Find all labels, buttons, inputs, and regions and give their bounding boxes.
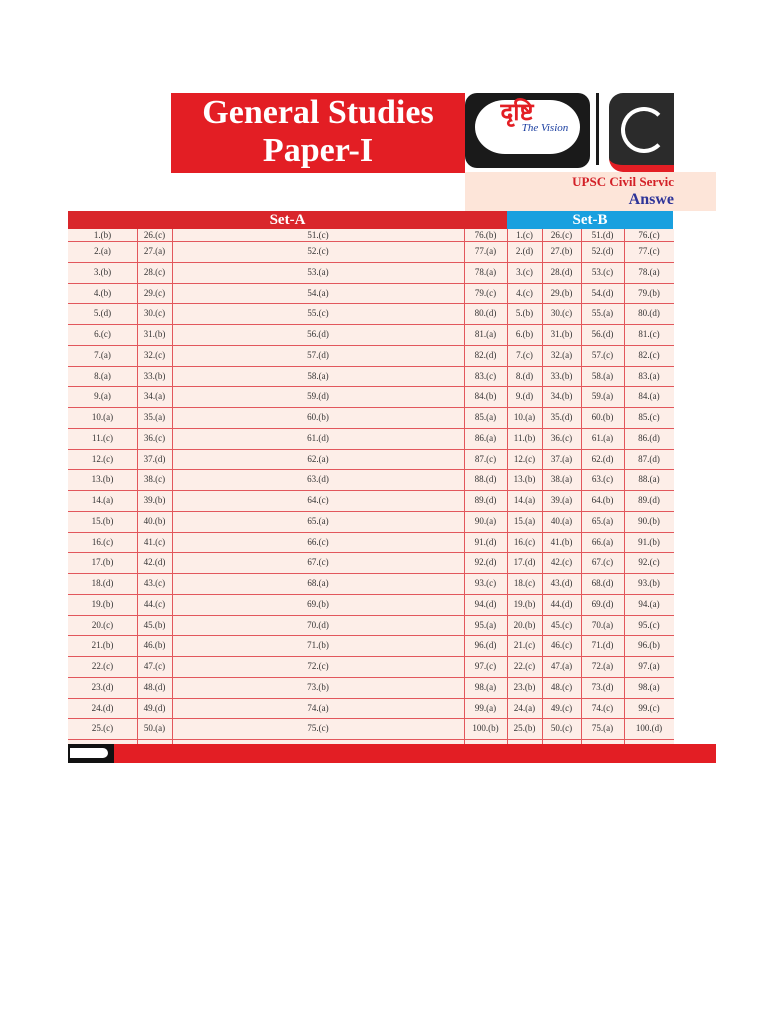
set-b-answer-cell: 91.(b)	[638, 537, 660, 547]
set-b-answer-cell: 69.(d)	[591, 599, 614, 609]
set-b-answer-cell: 82.(c)	[638, 350, 660, 360]
set-b-answer-cell: 58.(a)	[591, 371, 614, 381]
set-b-answer-cell: 77.(c)	[638, 246, 660, 256]
set-b-answer-cell: 100.(d)	[635, 723, 663, 733]
set-a-answer-cell: 49.(d)	[143, 703, 166, 713]
set-a-answer-cell: 12.(c)	[91, 454, 114, 464]
set-b-answer-cell: 24.(a)	[513, 703, 536, 713]
set-a-answer-cell: 15.(b)	[91, 516, 114, 526]
set-a-answer-cell: 79.(c)	[474, 288, 497, 298]
title-line-1: General Studies	[202, 94, 434, 131]
set-a-answer-cell: 45.(b)	[143, 620, 166, 630]
set-a-answer-cell: 52.(c)	[307, 246, 329, 256]
set-b-answer-cell: 18.(c)	[513, 578, 536, 588]
set-b-answer-cell: 78.(a)	[638, 267, 660, 277]
set-a-answer-cell: 2.(a)	[94, 246, 111, 256]
set-b-answer-cell: 64.(b)	[591, 495, 614, 505]
set-b-answer-cell: 32.(a)	[550, 350, 573, 360]
set-a-answer-cell: 82.(d)	[474, 350, 497, 360]
set-b-answer-cell: 38.(a)	[550, 474, 573, 484]
set-b-answer-cell: 86.(d)	[638, 433, 660, 443]
set-a-answer-cell: 30.(c)	[143, 308, 166, 318]
set-a-answer-cell: 23.(d)	[91, 682, 114, 692]
set-b-answer-cell: 99.(c)	[638, 703, 660, 713]
set-a-answer-cell: 75.(c)	[307, 723, 329, 733]
set-a-answer-cell: 80.(d)	[474, 308, 497, 318]
set-a-answer-cell: 90.(a)	[474, 516, 497, 526]
set-b-answer-cell: 13.(b)	[513, 474, 536, 484]
set-a-answer-cell: 19.(b)	[91, 599, 114, 609]
set-b-answer-cell: 73.(d)	[591, 682, 614, 692]
set-a-answer-cell: 55.(c)	[307, 308, 329, 318]
set-b-answer-cell: 14.(a)	[513, 495, 536, 505]
set-b-answer-cell: 47.(a)	[550, 661, 573, 671]
set-b-answer-cell: 56.(d)	[591, 329, 614, 339]
set-b-answer-cell: 25.(b)	[513, 723, 536, 733]
set-b-answer-cell: 43.(d)	[550, 578, 573, 588]
set-a-answer-cell: 16.(c)	[91, 537, 114, 547]
set-b-answer-cell: 28.(d)	[550, 267, 573, 277]
set-b-answer-cell: 34.(b)	[550, 391, 573, 401]
set-b-answer-cell: 92.(c)	[638, 557, 660, 567]
set-a-answer-cell: 73.(b)	[307, 682, 329, 692]
set-a-answer-cell: 10.(a)	[91, 412, 114, 422]
logo-hindi-text: दृष्टि	[500, 98, 534, 126]
set-b-answer-cell: 3.(c)	[516, 267, 533, 277]
set-b-answer-cell: 52.(d)	[591, 246, 614, 256]
set-a-answer-cell: 27.(a)	[143, 246, 166, 256]
set-b-answer-cell: 44.(d)	[550, 599, 573, 609]
set-a-answer-cell: 56.(d)	[307, 329, 329, 339]
set-a-answer-cell: 48.(d)	[143, 682, 166, 692]
set-a-answer-cell: 99.(a)	[474, 703, 497, 713]
set-a-answer-cell: 29.(c)	[143, 288, 166, 298]
set-a-answer-cell: 8.(a)	[94, 371, 111, 381]
set-b-answer-cell: 71.(d)	[591, 640, 614, 650]
set-a-answer-cell: 77.(a)	[474, 246, 497, 256]
logo-divider	[596, 93, 599, 165]
set-b-answer-cell: 83.(a)	[638, 371, 660, 381]
set-a-answer-cell: 7.(a)	[94, 350, 111, 360]
set-a-answer-cell: 18.(d)	[91, 578, 114, 588]
set-a-answer-cell: 50.(a)	[143, 723, 166, 733]
secondary-logo	[609, 93, 674, 172]
set-b-answer-cell: 21.(c)	[513, 640, 536, 650]
set-a-answer-cell: 96.(d)	[474, 640, 497, 650]
page-title	[171, 93, 465, 173]
set-a-answer-cell: 58.(a)	[307, 371, 329, 381]
set-b-answer-cell: 4.(c)	[516, 288, 533, 298]
set-b-answer-cell: 75.(a)	[591, 723, 614, 733]
set-a-answer-cell: 74.(a)	[307, 703, 329, 713]
set-a-answer-cell: 97.(c)	[474, 661, 497, 671]
set-b-answer-cell: 11.(b)	[513, 433, 536, 443]
set-b-answer-cell: 29.(b)	[550, 288, 573, 298]
set-a-answer-cell: 91.(d)	[474, 537, 497, 547]
set-a-answer-cell: 83.(c)	[474, 371, 497, 381]
set-a-answer-cell: 93.(c)	[474, 578, 497, 588]
set-b-answer-cell: 27.(b)	[550, 246, 573, 256]
set-a-answer-cell: 69.(b)	[307, 599, 329, 609]
set-a-answer-cell: 36.(c)	[143, 433, 166, 443]
footer-logo	[68, 744, 114, 763]
set-b-answer-cell: 96.(b)	[638, 640, 660, 650]
set-a-answer-cell: 38.(c)	[143, 474, 166, 484]
set-b-answer-cell: 93.(b)	[638, 578, 660, 588]
set-b-answer-cell: 40.(a)	[550, 516, 573, 526]
set-b-answer-cell: 1.(c)	[516, 230, 533, 240]
set-a-answer-cell: 47.(c)	[143, 661, 166, 671]
set-a-answer-cell: 17.(b)	[91, 557, 114, 567]
set-a-answer-cell: 87.(c)	[474, 454, 497, 464]
set-a-answer-cell: 1.(b)	[93, 230, 112, 240]
set-b-answer-cell: 85.(c)	[638, 412, 660, 422]
set-a-answer-cell: 51.(c)	[307, 230, 329, 240]
set-a-answer-cell: 70.(d)	[307, 620, 329, 630]
set-a-answer-cell: 31.(b)	[143, 329, 166, 339]
set-a-answer-cell: 13.(b)	[91, 474, 114, 484]
set-b-answer-cell: 48.(c)	[550, 682, 573, 692]
set-b-answer-cell: 39.(a)	[550, 495, 573, 505]
set-a-answer-cell: 81.(a)	[474, 329, 497, 339]
set-a-answer-cell: 6.(c)	[94, 329, 111, 339]
exam-subtitle: UPSC Civil Servic	[572, 174, 674, 189]
set-a-answer-cell: 21.(b)	[91, 640, 114, 650]
set-b-answer-cell: 84.(a)	[638, 391, 660, 401]
set-b-answer-cell: 6.(b)	[515, 329, 534, 339]
set-b-answer-cell: 55.(a)	[591, 308, 614, 318]
set-b-answer-cell: 41.(b)	[550, 537, 573, 547]
set-b-answer-cell: 74.(c)	[591, 703, 614, 713]
set-a-answer-cell: 26.(c)	[143, 230, 166, 240]
set-b-answer-cell: 19.(b)	[513, 599, 536, 609]
title-line-2: Paper-I	[262, 132, 374, 169]
set-b-answer-cell: 81.(c)	[638, 329, 660, 339]
logo-band	[465, 93, 674, 173]
set-b-answer-cell: 26.(c)	[550, 230, 573, 240]
set-a-answer-cell: 43.(c)	[143, 578, 166, 588]
set-a-answer-cell: 33.(b)	[143, 371, 166, 381]
set-a-answer-cell: 24.(d)	[91, 703, 114, 713]
set-a-answer-cell: 68.(a)	[307, 578, 329, 588]
set-b-answer-cell: 49.(c)	[550, 703, 573, 713]
drishti-logo	[465, 93, 590, 168]
set-a-answer-cell: 25.(c)	[91, 723, 114, 733]
set-b-answer-cell: 95.(c)	[638, 620, 660, 630]
answer-subtitle: Answe	[628, 191, 674, 208]
set-a-answer-cell: 20.(c)	[91, 620, 114, 630]
set-b-answer-cell: 22.(c)	[513, 661, 536, 671]
set-a-answer-cell: 84.(b)	[474, 391, 497, 401]
set-b-answer-cell: 5.(b)	[515, 308, 534, 318]
answer-key-table	[68, 229, 674, 744]
set-a-answer-cell: 22.(c)	[91, 661, 114, 671]
set-b-answer-cell: 7.(c)	[516, 350, 533, 360]
set-a-answer-cell: 37.(d)	[143, 454, 166, 464]
set-b-answer-cell: 50.(c)	[550, 723, 573, 733]
set-a-answer-cell: 28.(c)	[143, 267, 166, 277]
set-a-answer-cell: 59.(d)	[307, 391, 329, 401]
set-a-header: Set-A	[68, 211, 507, 229]
set-a-answer-cell: 35.(a)	[143, 412, 166, 422]
set-a-answer-cell: 57.(d)	[307, 350, 329, 360]
set-b-answer-cell: 97.(a)	[638, 661, 660, 671]
set-a-answer-cell: 53.(a)	[307, 267, 329, 277]
set-b-answer-cell: 63.(c)	[591, 474, 614, 484]
set-b-answer-cell: 87.(d)	[638, 454, 660, 464]
set-b-answer-cell: 98.(a)	[638, 682, 660, 692]
set-a-answer-cell: 9.(a)	[94, 391, 111, 401]
set-b-answer-cell: 54.(d)	[591, 288, 614, 298]
set-b-answer-cell: 15.(a)	[513, 516, 536, 526]
set-b-answer-cell: 67.(c)	[591, 557, 614, 567]
set-b-answer-cell: 31.(b)	[550, 329, 573, 339]
set-a-answer-cell: 100.(b)	[472, 723, 499, 733]
set-b-answer-cell: 62.(d)	[591, 454, 614, 464]
set-a-answer-cell: 76.(b)	[474, 230, 497, 240]
set-b-answer-cell: 70.(a)	[591, 620, 614, 630]
set-b-answer-cell: 10.(a)	[513, 412, 536, 422]
set-b-answer-cell: 60.(b)	[591, 412, 614, 422]
set-b-answer-cell: 37.(a)	[550, 454, 573, 464]
set-a-answer-cell: 64.(c)	[307, 495, 329, 505]
set-a-answer-cell: 5.(d)	[93, 308, 112, 318]
set-a-answer-cell: 14.(a)	[91, 495, 114, 505]
set-b-answer-cell: 46.(c)	[550, 640, 573, 650]
set-b-answer-cell: 16.(c)	[513, 537, 536, 547]
set-a-answer-cell: 61.(d)	[307, 433, 329, 443]
set-b-answer-cell: 36.(c)	[550, 433, 573, 443]
set-b-answer-cell: 80.(d)	[638, 308, 660, 318]
set-b-answer-cell: 35.(d)	[550, 412, 573, 422]
set-a-answer-cell: 67.(c)	[307, 557, 329, 567]
set-b-answer-cell: 30.(c)	[550, 308, 573, 318]
set-a-answer-cell: 66.(c)	[307, 537, 329, 547]
set-a-answer-cell: 4.(b)	[93, 288, 112, 298]
set-a-answer-cell: 34.(a)	[143, 391, 166, 401]
set-b-answer-cell: 33.(b)	[550, 371, 573, 381]
set-b-answer-cell: 90.(b)	[638, 516, 660, 526]
set-b-answer-cell: 45.(c)	[550, 620, 573, 630]
subtitle-band	[465, 172, 716, 211]
set-b-answer-cell: 57.(c)	[591, 350, 614, 360]
set-a-answer-cell: 60.(b)	[307, 412, 329, 422]
set-b-answer-cell: 94.(a)	[638, 599, 660, 609]
set-a-answer-cell: 92.(d)	[474, 557, 497, 567]
set-b-answer-cell: 61.(a)	[591, 433, 614, 443]
set-a-answer-cell: 65.(a)	[307, 516, 329, 526]
set-a-answer-cell: 44.(c)	[143, 599, 166, 609]
logo-tagline: The Vision	[521, 122, 569, 134]
set-b-answer-cell: 42.(c)	[550, 557, 573, 567]
set-b-answer-cell: 76.(c)	[638, 230, 660, 240]
set-b-answer-cell: 66.(a)	[591, 537, 614, 547]
set-b-header: Set-B	[507, 211, 673, 229]
set-a-answer-cell: 86.(a)	[474, 433, 497, 443]
set-a-answer-cell: 98.(a)	[474, 682, 497, 692]
set-a-answer-cell: 89.(d)	[474, 495, 497, 505]
set-a-answer-cell: 71.(b)	[307, 640, 329, 650]
set-b-answer-cell: 79.(b)	[638, 288, 660, 298]
set-a-answer-cell: 85.(a)	[474, 412, 497, 422]
set-a-answer-cell: 11.(c)	[92, 433, 113, 443]
set-b-answer-cell: 88.(a)	[638, 474, 660, 484]
set-b-answer-cell: 65.(a)	[591, 516, 614, 526]
set-b-answer-cell: 59.(a)	[591, 391, 614, 401]
set-a-answer-cell: 3.(b)	[93, 267, 112, 277]
set-a-answer-cell: 62.(a)	[307, 454, 329, 464]
set-b-answer-cell: 68.(d)	[591, 578, 614, 588]
set-b-answer-cell: 20.(b)	[513, 620, 536, 630]
set-a-answer-cell: 32.(c)	[143, 350, 166, 360]
set-a-answer-cell: 46.(b)	[143, 640, 166, 650]
set-b-answer-cell: 12.(c)	[513, 454, 536, 464]
set-b-answer-cell: 51.(d)	[591, 230, 614, 240]
set-b-answer-cell: 9.(d)	[515, 391, 534, 401]
set-a-answer-cell: 40.(b)	[143, 516, 166, 526]
set-b-answer-cell: 17.(d)	[513, 557, 536, 567]
set-b-answer-cell: 2.(d)	[515, 246, 534, 256]
set-a-answer-cell: 94.(d)	[474, 599, 497, 609]
set-a-answer-cell: 41.(c)	[143, 537, 166, 547]
set-a-answer-cell: 42.(d)	[143, 557, 166, 567]
set-b-answer-cell: 8.(d)	[515, 371, 534, 381]
set-a-answer-cell: 72.(c)	[307, 661, 329, 671]
set-b-answer-cell: 53.(c)	[591, 267, 614, 277]
footer-bar	[68, 744, 716, 763]
set-b-answer-cell: 89.(d)	[638, 495, 660, 505]
set-a-answer-cell: 78.(a)	[474, 267, 497, 277]
set-a-answer-cell: 95.(a)	[474, 620, 497, 630]
set-b-answer-cell: 72.(a)	[591, 661, 614, 671]
set-a-answer-cell: 88.(d)	[474, 474, 497, 484]
set-a-answer-cell: 39.(b)	[143, 495, 166, 505]
set-b-answer-cell: 23.(b)	[513, 682, 536, 692]
set-a-answer-cell: 63.(d)	[307, 474, 329, 484]
set-a-answer-cell: 54.(a)	[307, 288, 329, 298]
